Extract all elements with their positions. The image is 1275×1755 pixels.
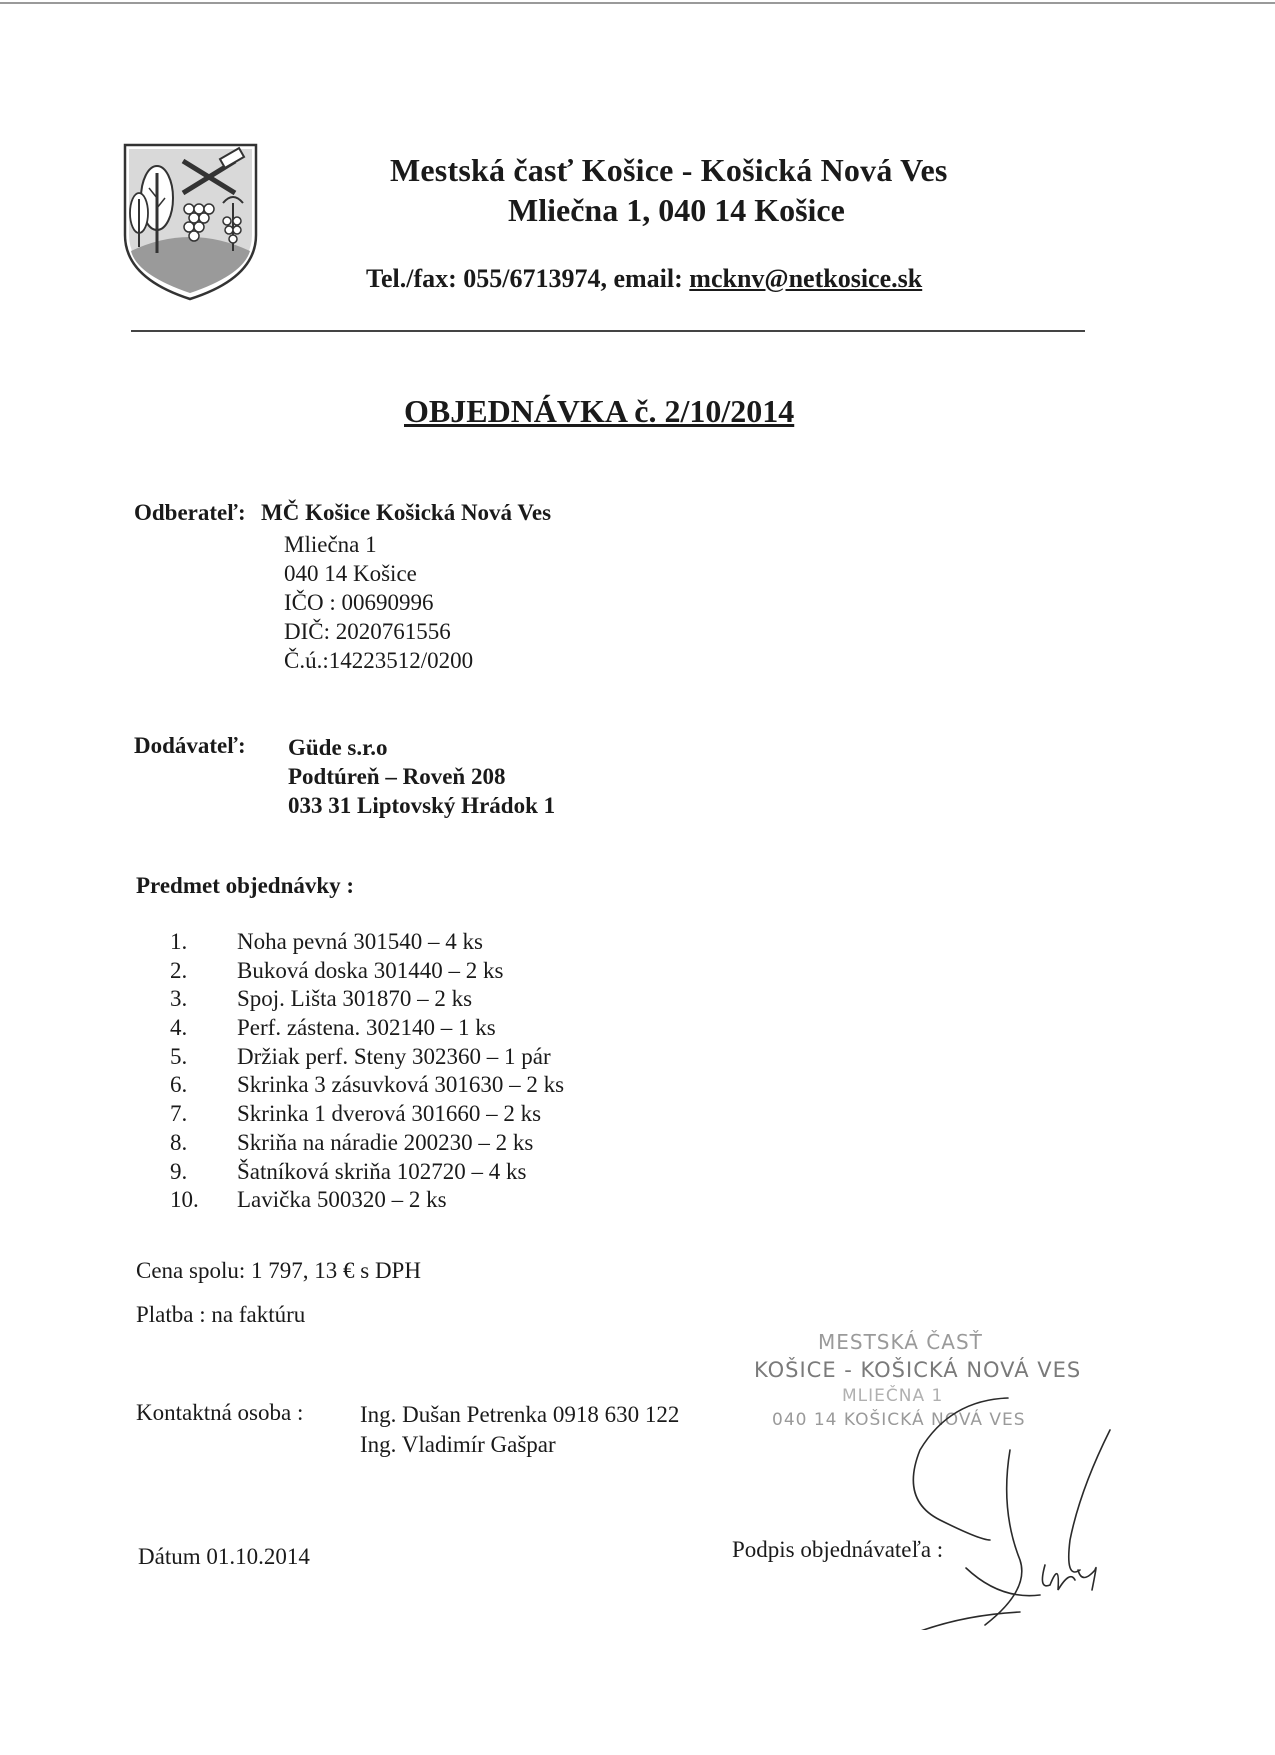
item-number: 8.	[170, 1129, 188, 1155]
signature-label: Podpis objednávateľa :	[732, 1537, 944, 1562]
item-text: Buková doska 301440 – 2 ks	[237, 957, 504, 983]
order-date: Dátum 01.10.2014	[138, 1544, 310, 1569]
subject-label: Predmet objednávky :	[136, 873, 355, 898]
supplier-label: Dodávateľ:	[134, 733, 246, 758]
coat-of-arms-icon	[123, 143, 258, 301]
item-text: Skrinka 1 dverová 301660 – 2 ks	[237, 1101, 542, 1127]
customer-city: 040 14 Košice	[284, 561, 417, 586]
customer-ico: IČO : 00690996	[284, 590, 434, 615]
item-text: Držiak perf. Steny 302360 – 1 pár	[237, 1043, 551, 1069]
supplier-details	[288, 733, 555, 820]
item-number: 6.	[170, 1072, 188, 1098]
org-address: Mliečna 1, 040 14 Košice	[508, 192, 845, 228]
contact-phone: Tel./fax: 055/6713974, email:	[366, 264, 690, 293]
org-contact	[366, 264, 922, 294]
handwritten-signature-icon	[870, 1390, 1130, 1630]
item-number: 4.	[170, 1015, 188, 1041]
contact-person: Ing. Dušan Petrenka 0918 630 122	[360, 1402, 680, 1427]
item-number: 5.	[170, 1043, 188, 1069]
header-divider	[131, 330, 1085, 332]
customer-street: Mliečna 1	[284, 532, 377, 557]
item-number: 3.	[170, 986, 188, 1012]
item-number: 10.	[170, 1187, 199, 1213]
contact-person: Ing. Vladimír Gašpar	[360, 1432, 556, 1457]
customer-label: Odberateľ:	[134, 500, 246, 525]
contact-label: Kontaktná osoba :	[136, 1400, 304, 1425]
item-number: 9.	[170, 1158, 188, 1184]
page-top-edge	[0, 2, 1275, 4]
org-name: Mestská časť Košice - Košická Nová Ves	[390, 152, 948, 188]
item-number: 1.	[170, 929, 188, 954]
document-title: OBJEDNÁVKA č. 2/10/2014	[404, 393, 795, 429]
stamp-line: MESTSKÁ ČASŤ	[818, 1330, 983, 1354]
stamp-line: MLIEČNA 1	[842, 1386, 944, 1406]
item-text: Spoj. Lišta 301870 – 2 ks	[237, 986, 473, 1012]
payment-method: Platba : na faktúru	[136, 1302, 306, 1327]
item-number: 7.	[170, 1101, 188, 1127]
supplier-street: Podtúreň – Roveň 208	[288, 764, 506, 789]
customer-details	[284, 530, 473, 675]
total-price: Cena spolu: 1 797, 13 € s DPH	[136, 1258, 421, 1283]
supplier-city: 033 31 Liptovský Hrádok 1	[288, 793, 556, 818]
stamp-line: KOŠICE - KOŠICKÁ NOVÁ VES	[754, 1358, 1082, 1382]
item-text: Šatníková skriňa 102720 – 4 ks	[237, 1158, 527, 1184]
customer-name: MČ Košice Košická Nová Ves	[261, 500, 552, 525]
item-text: Perf. zástena. 302140 – 1 ks	[237, 1015, 496, 1041]
item-number: 2.	[170, 957, 188, 983]
item-text: Noha pevná 301540 – 4 ks	[237, 929, 483, 954]
customer-account: Č.ú.:14223512/0200	[284, 648, 474, 673]
supplier-name: Güde s.r.o	[288, 735, 388, 760]
email-link[interactable]: mcknv@netkosice.sk	[689, 264, 923, 293]
stamp-line: 040 14 KOŠICKÁ NOVÁ VES	[772, 1410, 1026, 1430]
contact-persons	[360, 1400, 679, 1460]
item-text: Skriňa na náradie 200230 – 2 ks	[237, 1129, 534, 1155]
customer-dic: DIČ: 2020761556	[284, 619, 451, 644]
item-text: Skrinka 3 zásuvková 301630 – 2 ks	[237, 1072, 565, 1098]
item-text: Lavička 500320 – 2 ks	[237, 1187, 447, 1213]
